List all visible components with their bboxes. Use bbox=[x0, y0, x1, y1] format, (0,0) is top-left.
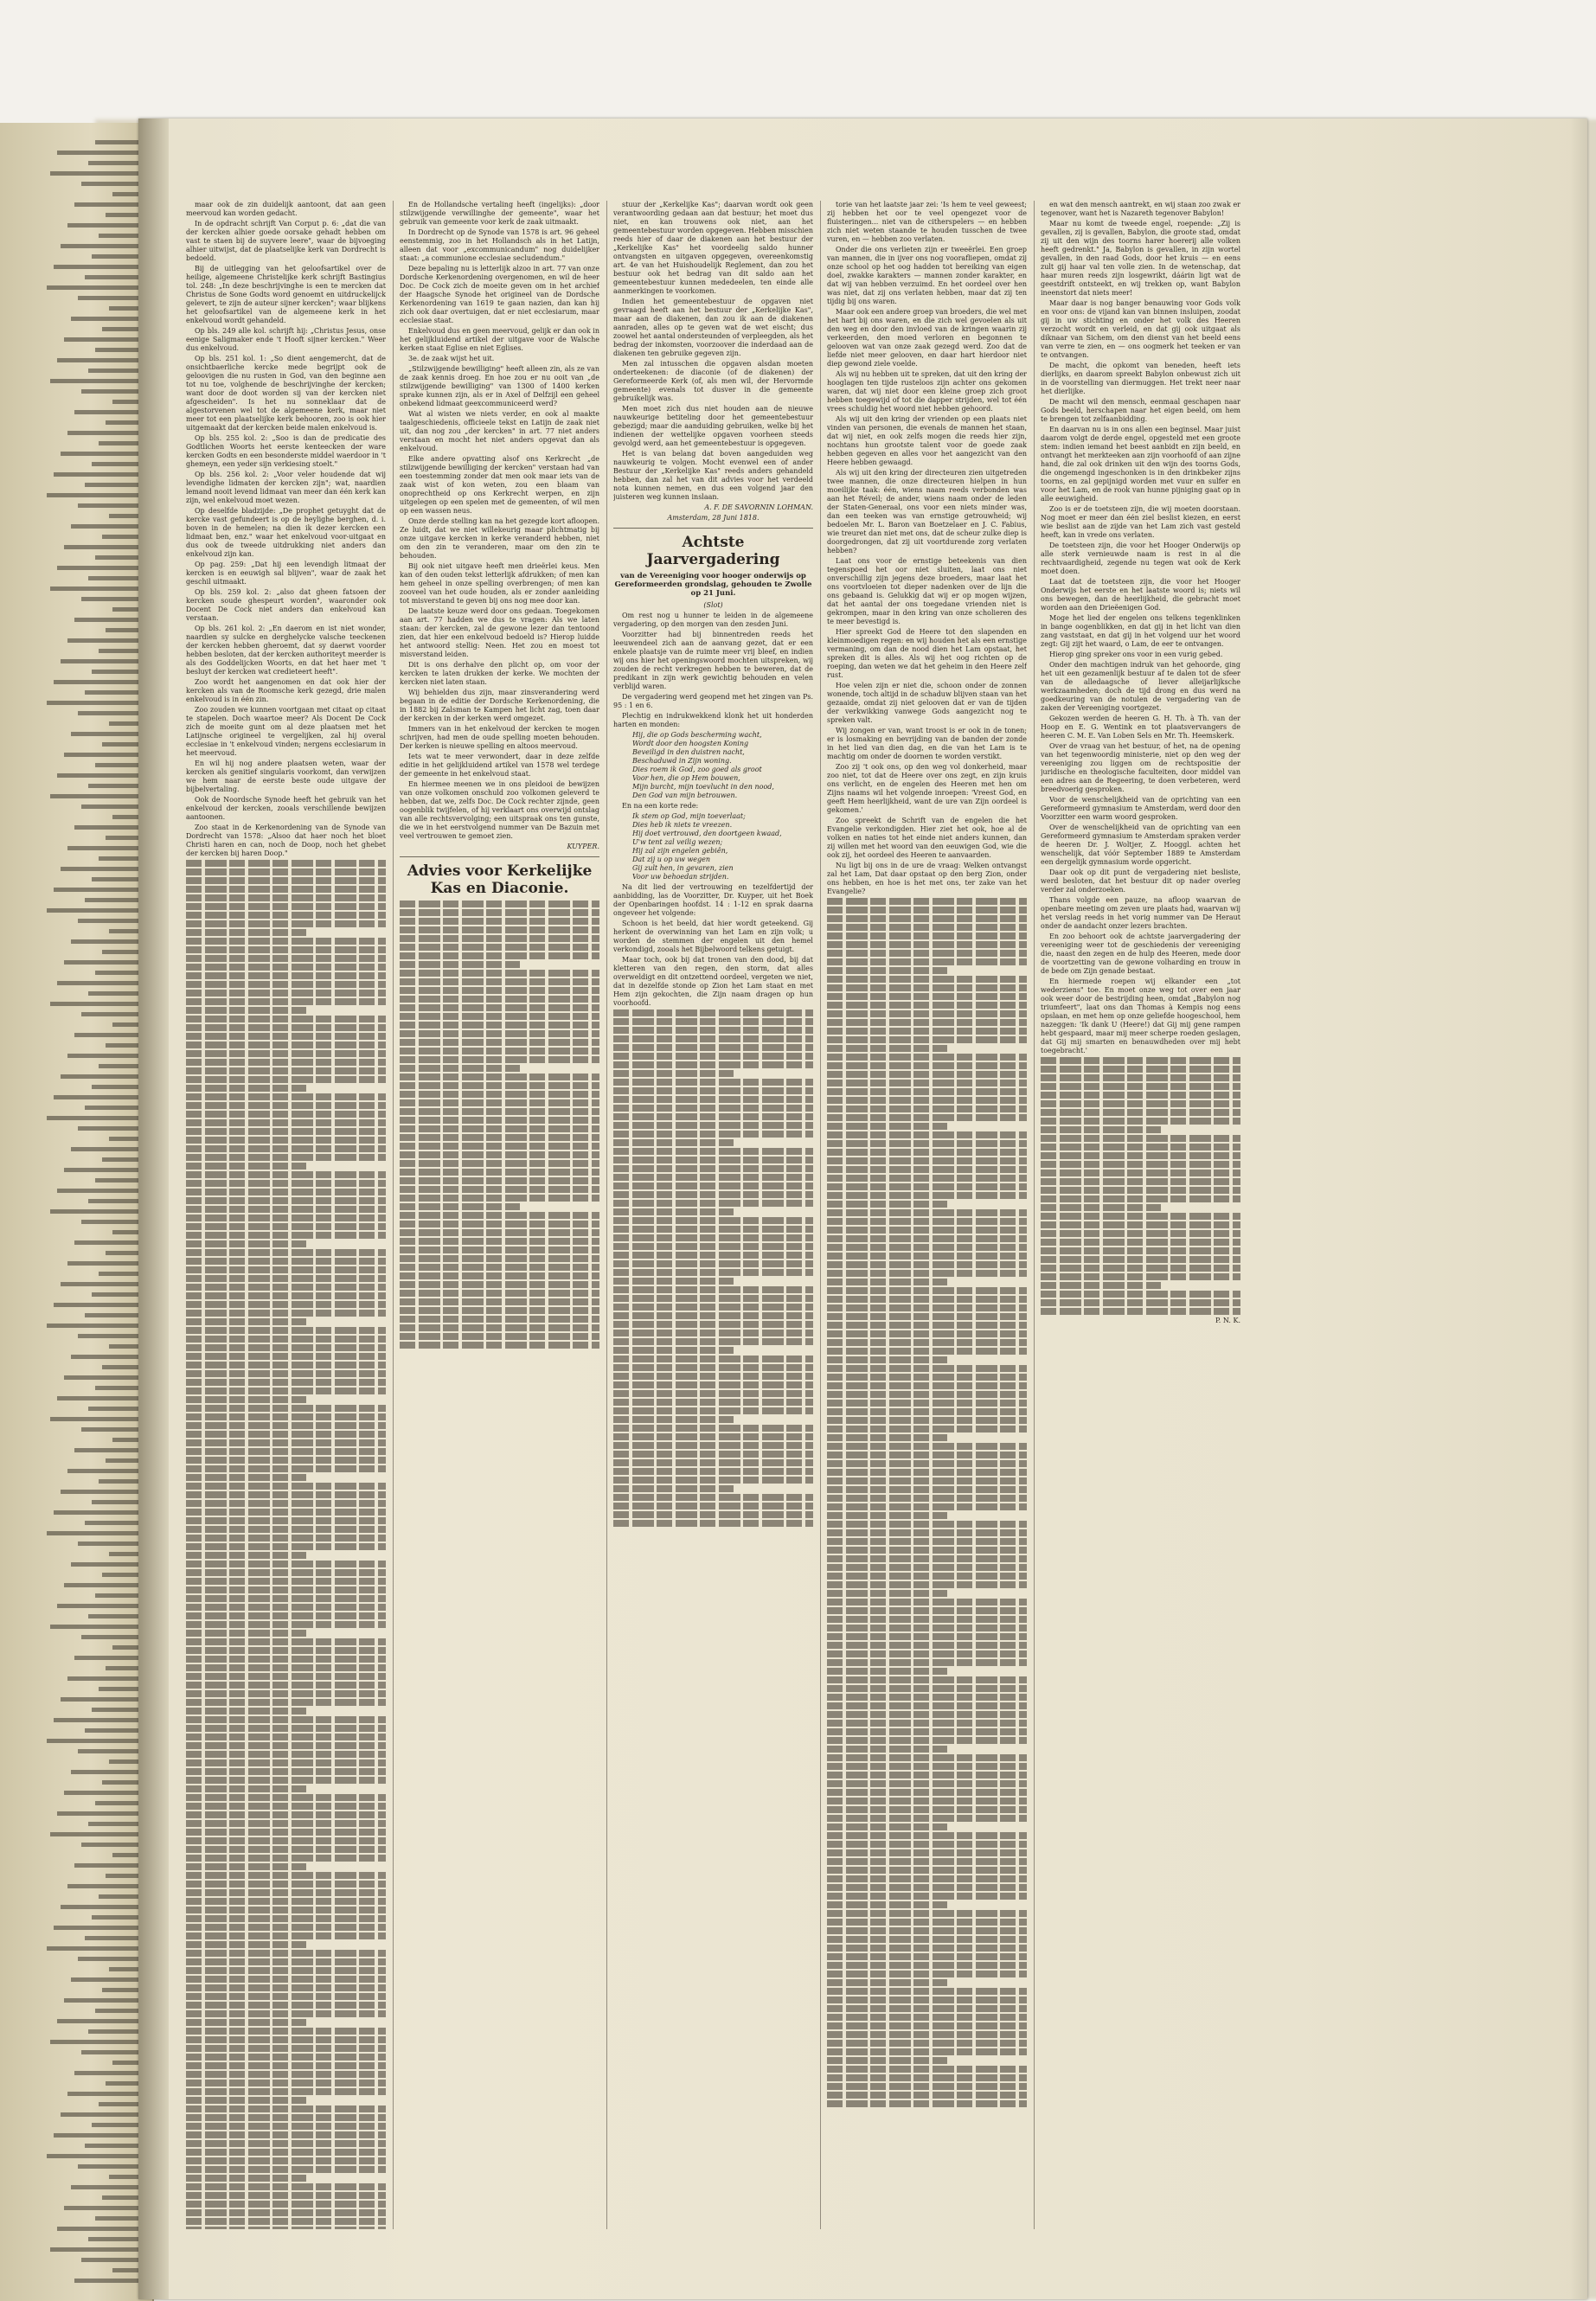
prev-page-text-line bbox=[71, 317, 147, 321]
paragraph: Maar nu komt de tweede engel, roepende: „Zij is gevallen, zij is gevallen, Babylon, die groote stad, omdat zij uit den wijn des toorns harer hoererij alle volken heeft gedrenkt." Ja, Babylon is gevallen, in zijn wortel gevallen, in den raad Gods, door het kruis — en eens zult gij haar val ten volle zien. In de wetenschap, dat haar muren reeds zijn losgewrikt, dáárin ligt wat de geestdrift ontsteekt, en wij trekken op, want Babylon ineenstort dat niets meer! bbox=[1041, 220, 1240, 297]
prev-page-text-line bbox=[74, 2071, 147, 2075]
column-rule bbox=[1034, 201, 1035, 2229]
hymn-verse bbox=[632, 812, 813, 881]
paragraph: Hoe velen zijn er niet die, schoon onder de zonnen wonende, toch altijd in de schaduw blijven staan van het gezaaide, omdat zij niet gelooven dat er van de tijden der verkwikking vanwege Gods aangezicht nog te spreken valt. bbox=[827, 682, 1027, 724]
paragraph: Onder den machtigen indruk van het gehoorde, ging het uit een gezamenlijk bestuur af te dalen tot de sfeer van de alledaagsche of liever alleijarlijksche werkzaamheden; doch de tijd drong en dus werd na goedkeuring van de notulen de vergadering van de zaken der Vereeniging voortgezet. bbox=[1041, 661, 1240, 712]
prev-page-text-line bbox=[74, 1656, 147, 1660]
paragraph: Hier spreekt God de Heere tot den slapenden en kleinmoedigen regen: en wij houden het als een ernstige vermaning, om dan de nood dien het Lam opstaat, het spreken dit is alles. Als wij het oog richten op de roeping, dan weten we dat het geheim in den Heere zelf rust. bbox=[827, 628, 1027, 679]
paragraph: Op bls. 249 alle kol. schrijft hij: „Christus Jesus, onse eenige Saligmaker ende 't Hooft sijner kercken." Weer dus enkelvoud. bbox=[186, 327, 386, 352]
prev-page-text-line bbox=[81, 182, 147, 186]
prev-page-text-line bbox=[81, 1427, 147, 1432]
prev-page-text-line bbox=[71, 2185, 147, 2189]
prev-page-text-line bbox=[67, 1884, 147, 1888]
verse-line: Hij zal zijn engelen gebiên, bbox=[632, 847, 728, 855]
paragraph: Als wij uit den kring der directeuren zien uitgetreden twee mannen, die onze directeuren hielpen in hun moeilijke taak: één, wiens naam reeds verbonden was aan het Réveil; de ander, wiens naam onder de leden der Staten-Generaal, ons voor een niets minder was, dan een teeken was van ernstige getrouwheid; wij bedoelen Mr. L. Baron van Boetzelaer en J. C. Fabius, wie treuret dan niet met ons, dat de scheur zulke diep is doorgedrongen, dat zij uit voortdurende zorg verlaten hebben? bbox=[827, 469, 1027, 554]
paragraph: Ook de Noordsche Synode heeft het gebruik van het enkelvoud der kercken, zooals verschillende bewijzen aantoonen. bbox=[186, 796, 386, 821]
prev-page-text-line bbox=[47, 701, 147, 705]
prev-page-text-line bbox=[71, 524, 147, 529]
paragraph: Voorzitter had bij binnentreden reeds het leeuwendeel zich aan de aanvang gezet, dat er een enkele plaatsje van de ruimte meer vrij bleef, en indien wij ons hier het openingswoord mochten uitspreken, wij zouden de recht verkregen hebben te beweren, dat de predikant in zijn werk gewichtig behouden en velen verblijd waren. bbox=[613, 631, 813, 690]
prev-page-text-line bbox=[64, 960, 147, 965]
paragraph: Op bls. 259 kol. 2: „also dat gheen fatsoen der kercken soude ghespeurt worden", waaronder ook Docent De Cock niet anders dan enkelvoud kan verstaan. bbox=[186, 588, 386, 622]
slot-label: (Slot) bbox=[703, 601, 723, 609]
kas-article-continued bbox=[613, 201, 813, 502]
kerkenorde-article bbox=[400, 201, 599, 841]
prev-page-text-line bbox=[78, 711, 147, 715]
previous-page-edge bbox=[0, 123, 154, 2301]
paragraph: en wat den mensch aantrekt, en wij staan zoo zwak er tegenover, want het is Nazareth tegenover Babylon! bbox=[1041, 201, 1240, 217]
prev-page-text-line bbox=[81, 2050, 147, 2054]
paragraph: Op deselfde bladzijde: „De prophet getuyght dat de kercke vast gefundeert is op de heylighe berghen, d. i. boven in de hemelen; na dien ik dezer kercken een lidmaat ben, enz." waar het enkelvoud voor-uitgaat en dus ook de tweede uitdrukking niet anders dan enkelvoud zijn kan. bbox=[186, 507, 386, 558]
paragraph: En de Hollandsche vertaling heeft (ingelijks): „door stilzwijgende verwillinghe der gemeente", waar het gebruik van gemeente voor kerk de zaak uitmaakt. bbox=[400, 201, 599, 226]
prev-page-text-line bbox=[54, 1718, 147, 1722]
paragraph: Deze bepaling nu is letterlijk alzoo in art. 77 van onze Dordsche Kerkenordening overgenomen, en wil de heer Doc. De Cock zich de moeite geven om in het archief der Haagsche Synode het origineel van de Dordsche Kerkenordening van 1619 te gaan nazien, dan kan hij zich ook daar overtuigen, dat er niet ecclesiarum, maar ecclesiae staat. bbox=[400, 265, 599, 324]
prev-page-text-line bbox=[54, 472, 147, 477]
kuyper-signature: KUYPER. bbox=[567, 843, 599, 850]
verse-line: Hij doet vertrouwd, den doortgeen kwaad, bbox=[632, 830, 782, 837]
closing-signature: P. N. K. bbox=[1215, 1317, 1240, 1324]
paragraph: torie van het laatste jaar zei: 'Is hem te veel geweest; zij hebben het oor te veel opengezet voor de fluisteringen... niet van de citherspelers — en hebben zich niet weten staande te houden tusschen de twee vuren, en — hebben zoo verlaten. bbox=[827, 201, 1027, 243]
page-edge-shade bbox=[1570, 119, 1587, 2299]
prev-page-text-line bbox=[67, 638, 147, 643]
prev-page-text-line bbox=[67, 431, 147, 435]
paragraph: Na dit lied der vertrouwing en tezelfdertijd der aanbidding, las de Voorzitter, Dr. Kuyper, uit het Boek der Openbaringen hoofdst. 14 : 1-12 en sprak daarna ongeveer het volgende: bbox=[613, 883, 813, 917]
prev-page-text-line bbox=[64, 1375, 147, 1380]
prev-page-text-line bbox=[74, 1033, 147, 1037]
paragraph: Over de vraag van het bestuur, of het, na de opening van het tegenwoordig ministerie, niet op den weg der vereeniging zou liggen om de rechtspositie der juridische en theologische faculteiten, door middel van een adres aan de Regeering, te doen verbeteren, werd breedvoerig gesproken. bbox=[1041, 742, 1240, 793]
paragraph: Wij behielden dus zijn, maar zinsverandering werd begaan in de editie der Dordsche Kerkenordening, die in 1882 bij Zalsman te Kampen het licht zag, toen daar der kercken in der kerken werd omgezet. bbox=[400, 689, 599, 722]
verse-line: Hij, die op Gods bescherming wacht, bbox=[632, 731, 762, 739]
prev-page-text-line bbox=[57, 1604, 147, 1608]
prev-page-text-line bbox=[67, 1261, 147, 1266]
paragraph: Elke andere opvatting alsof ons Kerkrecht „de stilzwijgende bewilliging der kercken" verstaan had van een toestemming zonder dat men ook maar iets van de zaak wist of kon weten, zou een blaam van onoprechtheid op ons Kerkrecht werpen, en zijn uitgelegen op een spelen met de gemeenten, of wil men op een wassen neus. bbox=[400, 455, 599, 515]
prev-page-text-line bbox=[67, 846, 147, 850]
prev-page-text-line bbox=[67, 1054, 147, 1058]
prev-page-text-line bbox=[78, 1541, 147, 1546]
hymn-verse bbox=[632, 731, 813, 800]
prev-page-text-line bbox=[50, 2040, 147, 2044]
prev-page-text-line bbox=[74, 410, 147, 414]
paragraph: Zoo is er de toetsteen zijn, die wij moeten doorstaan. Nog moet er meer dan één ziel beslist kiezen, en eerst wie beslist aan de zijde van het Lam zich vast gesteld heeft, kan in vrede ons verlaten. bbox=[1041, 505, 1240, 539]
achtste-article bbox=[613, 612, 813, 1527]
prev-page-text-line bbox=[67, 1469, 147, 1473]
prev-page-text-line bbox=[50, 1002, 147, 1006]
prev-page-text-line bbox=[64, 337, 147, 342]
prev-page-text-line bbox=[47, 908, 147, 913]
paragraph: Gekozen werden de heeren G. H. Th. à Th. van der Hoop en E. G. Wentink en tot plaatsvervangers de heeren C. M. E. Van Loben Sels en Mr. Th. Heemskerk. bbox=[1041, 715, 1240, 740]
paragraph: Hierop ging spreker ons voor in een vurig gebed. bbox=[1049, 651, 1223, 658]
prev-page-text-line bbox=[81, 2258, 147, 2262]
paragraph: Enkelvoud dus en geen meervoud, gelijk er dan ook in het gelijkluidend artikel der uitgave voor de Walsche kerken staat Eglise en niet Eglises. bbox=[400, 327, 599, 352]
paragraph: Zoo wordt het aangenomen en dat ook hier der kercken als van de Roomsche kerk gezegd, drie malen enkelvoud is in één zin. bbox=[186, 678, 386, 703]
paragraph: „Stilzwijgende bewilliging" heeft alleen zin, als ze van de zaak kennis droeg. En hoe zou er nu ooit van „de stilzwijgende bewilliging" van 1300 of 1400 kerken sprake kunnen zijn, als er in Axel of Delfzijl een geheel onbekend lidmaat geexcommuniceerd werd? bbox=[400, 365, 599, 407]
prev-page-text-line bbox=[47, 493, 147, 497]
kas-signature-date: Amsterdam, 28 Juni 1818. bbox=[667, 514, 760, 522]
paragraph: Maar daar is nog banger benauwing voor Gods volk en voor ons: de vijand kan van binnen insluipen, zoodat gij in uw stichting en onder het volk des Heeren verzocht wordt en verleid, en dat gij ook uitgaat als diknaar van Sichem, om den dienst van het beeld eens van verre te zien, en — ons oogmerk het teeken er van te ontvangen. bbox=[1041, 299, 1240, 359]
kas-signature-name: A. F. DE SAVORNIN LOHMAN. bbox=[704, 503, 813, 511]
paragraph: Voor de wenschelijkheid van de oprichting van een Gereformeerd gymnasium te Amsterdam, werd door den Voorzitter een warm woord gesproken. bbox=[1041, 796, 1240, 821]
paragraph: Op pag. 259: „Dat hij een levendigh litmaat der kercken is en eeuwigh sal blijven", waar de zaak het geschil uitmaakt. bbox=[186, 561, 386, 586]
advies-title: Advies voor Kerkelijke Kas en Diaconie. bbox=[407, 862, 593, 897]
prev-page-text-line bbox=[50, 586, 147, 591]
prev-page-text-line bbox=[64, 545, 147, 549]
verse-line: Dat zij u op uw wegen bbox=[632, 856, 711, 863]
paragraph: Men moet zich dus niet houden aan de nieuwe nauwkeurige betiteling door het gemeentebestuur gebezigd; maar die aanduiding gebruiken, welke bij het indienen der wettelijke opgaven voorheen steeds gevolgd werd, aan het gemeentebestuur is opgegeven. bbox=[613, 405, 813, 447]
paragraph: Als wij nu hebben uit te spreken, dat uit den kring der hooglagen ten tijde rusteloos zijn achter ons gekomen waren, dat wij niet door een kleine groep zich groot hebben toegewijd of tot die dapper strijden, wel tot één vrees schuldig het woord niet hebben gehoord. bbox=[827, 370, 1027, 413]
verse-line: Den God van mijn betrouwen. bbox=[632, 792, 738, 799]
verse-line: Voor uw behoedan strijden. bbox=[632, 873, 729, 881]
prev-page-text-line bbox=[47, 1946, 147, 1951]
paragraph: En zoo behoort ook de achtste jaarvergadering der vereeniging weer tot de geschiedenis der vereeniging die, naast den zegen en de hulp des Heeren, mede door de voortzetting van de gewone volharding en trouw in de bede om Zijn genade bestaat. bbox=[1041, 933, 1240, 975]
paragraph: De macht, die opkomt van beneden, heeft iets dierlijks, en daarom spreekt Babylon onbewust zich uit in de voorstelling van diermuggen. Het trekt neer naar het dierlijke. bbox=[1041, 362, 1240, 395]
column-rule bbox=[820, 201, 821, 2229]
prev-page-text-line bbox=[67, 223, 147, 228]
prev-page-text-line bbox=[54, 265, 147, 269]
column-2 bbox=[400, 201, 599, 2229]
prev-page-text-line bbox=[47, 1116, 147, 1120]
prev-page-text-line bbox=[50, 1209, 147, 1214]
prev-page-text-line bbox=[81, 1635, 147, 1639]
paragraph: stuur der „Kerkelijke Kas"; daarvan wordt ook geen verantwoording gedaan aan dat bestuur; het moet dus niet, en kan trouwens ook niet, aan het gemeentebestuur worden opgegeven. Hebben misschien reeds hier of daar de diakenen aan het bestuur der „Kerkelijke Kas" het voordeelig saldo hunner ontvangsten en uitgaven opgegeven, overeenkomstig art. 4e van het Huishoudelijk Reglement, dan zou het bestuur ook het bedrag van dit saldo aan het gemeentebestuur kunnen mededeelen, ten einde alle aanmerkingen te voorkomen. bbox=[613, 201, 813, 295]
paragraph: Maar toch, ook bij dat tronen van den dood, bij dat kletteren van den regen, den storm, dat alles overweldigt en dit ontzettend oordeel, vergeten we niet, dat in dezelfde stonde op Zion het Lam staat en met Hem zijn gekochten, die Zijn naam dragen op hun voorhoofd. bbox=[613, 956, 813, 1007]
verse-line: Mijn burcht, mijn toevlucht in den nood, bbox=[632, 783, 774, 791]
prev-page-text-line bbox=[81, 804, 147, 809]
prev-page-text-line bbox=[50, 1832, 147, 1836]
verse-line: Beschaduwd in Zijn woning. bbox=[632, 757, 732, 765]
prev-page-text-line bbox=[57, 981, 147, 985]
paragraph: Onder die ons verlieten zijn er tweeërlei. Een groep van mannen, die in ijver ons nog voorafliepen, omdat zij onze school op het oog hadden tot bereiking van eigen doel, zwakke karakters — mannen zonder karakter, en dat wij van hebben verzuimd. En het oordeel over hen was niet, dat zij ons verlaten hebben, maar dat zij ten tijdig bij ons waren. bbox=[827, 246, 1027, 305]
prev-page-text-line bbox=[47, 2154, 147, 2158]
paragraph: Als wij uit den kring der vrienden op een plaats niet vinden van personen, die evenals de mannen het staan, dat wij niet, en ook zelfs mogen die reeds hier zijn, nochtans hun grootste talent voor de goede zaak hebben gegeven en alles voor het aangezicht van den Heere hebben gewaagd. bbox=[827, 415, 1027, 466]
paragraph: Nu ligt bij ons in de ure de vraag: Welken ontvangst zal het Lam, Dat daar opstaat op den berg Zion, onder ons hebben, en hoe is het met ons, ter zake van het Evangelie? bbox=[827, 862, 1027, 895]
newspaper-page bbox=[138, 119, 1587, 2299]
prev-page-text-line bbox=[57, 773, 147, 778]
paragraph: Laat dat de toetsteen zijn, die voor het Hooger Onderwijs het eerste en het laatste woord is; niets wil ons bewegen, dan de heerlijkheid, die gebracht moet worden aan den Drieëenigen God. bbox=[1041, 578, 1240, 612]
verse-line: Voor hen, die op Hem bouwen, bbox=[632, 774, 740, 782]
paragraph: En na een korte rede: bbox=[622, 802, 699, 810]
paragraph: Het is van belang dat boven aangeduiden weg nauwkeurig te volgen. Mocht evenwel een of ander Bestuur der „Kerkelijke Kas" reeds anders gehandeld hebben, dan zal het van dit advies voor het verdeeld nota kunnen nemen, en dus een volgend jaar den juisteren weg kunnen inslaan. bbox=[613, 450, 813, 501]
paragraph: De vergadering werd geopend met het zingen van Ps. 95 : 1 en 6. bbox=[613, 693, 813, 709]
prev-page-text-line bbox=[47, 1531, 147, 1535]
verse-line: Ik stem op God, mijn toeverlaat; bbox=[632, 812, 746, 820]
paragraph: Indien het gemeentebestuur de opgaven niet gevraagd heeft aan het bestuur der „Kerkelijke Kas", maar aan de diakenen, dan zou ik aan de diakenen aanraden, alles op te geven wat de wet eischt; dus zoowel het aantal ondersteunden of verpleegden, als het bedrag der inkomsten, voorzoover die inderdaad aan de diakenen ten gebruike gegeven zijn. bbox=[613, 298, 813, 357]
prev-page-text-line bbox=[54, 1095, 147, 1099]
page-spine bbox=[138, 119, 169, 2299]
paragraph: Men zal intusschen die opgaven alsdan moeten onderteekenen: de diaconie (of de diakenen) der Gereformeerde Kerk (of, als men wil, der Hervormde gemeente) evenals tot dusver in die gemeente gebruikelijk was. bbox=[613, 360, 813, 402]
prev-page-text-line bbox=[61, 867, 147, 871]
paragraph: Zoo zouden we kunnen voortgaan met citaat op citaat te stapelen. Doch waartoe meer? Als Docent De Cock zich de moeite gunt om al deze plaatsen met het Latijnsche origineel te vergelijken, zal hij overal ecclesiae in 't enkelvoud vinden; nergens ecclesiarum in het meervoud. bbox=[186, 706, 386, 757]
prev-page-text-line bbox=[50, 1625, 147, 1629]
paragraph: Wij zongen er van, want troost is er ook in de tonen; er is losmaking en bevrijding van de banden der zonde in het lied van dien dag, en die van het Lam is te machtig om onder de doornen te worden verstikt. bbox=[827, 727, 1027, 760]
prev-page-text-line bbox=[74, 1240, 147, 1245]
paragraph: Zoo spreekt de Schrift van de engelen die het Evangelie verkondigden. Hier ziet het ook, hoe al de volken en naties tot het einde niet anders kunnen, dan zij willen met het woord van den eeuwigen God, wie die ook zij, het oordeel des Heeren te aanvaarden. bbox=[827, 817, 1027, 859]
prev-page-text-line bbox=[67, 1676, 147, 1681]
prev-page-text-line bbox=[64, 753, 147, 757]
prev-page-text-line bbox=[81, 597, 147, 601]
paragraph: Bij ook niet uitgave heeft men drieërlei keus. Men kan of den ouden tekst letterlijk afdrukken; of men kan hem geheel in onze spelling overbrengen; of men kan zooveel van het oude houden, als er zonder aanleiding tot misverstand te geven bij ons nog mee door kan. bbox=[400, 562, 599, 605]
prev-page-text-line bbox=[57, 151, 147, 155]
column-5 bbox=[1041, 201, 1240, 2229]
paragraph: Over de wenschelijkheid van de oprichting van een Gereformeerd gymnasium te Amsterdam spraken verder de heeren Dr. J. Woltjer, Z. Hooggl. achten het wenschelijk, dat vóór September 1889 te Amsterdam een dergelijk gymnasium worde opgericht. bbox=[1041, 824, 1240, 866]
prev-page-text-line bbox=[71, 1562, 147, 1567]
prev-page-text-line bbox=[74, 202, 147, 207]
prev-page-text-line bbox=[71, 939, 147, 944]
prev-page-text-line bbox=[64, 1583, 147, 1587]
paragraph: Om rest nog u hunner te leiden in de algemeene vergadering, op den morgen van den zesden Juni. bbox=[613, 612, 813, 628]
column-rule bbox=[393, 201, 394, 2229]
paragraph: Op bls. 261 kol. 2: „En daerom en ist niet wonder, naardien sy sulcke en derghelycke valsche teeckenen der kercken hebben gheroemt, dat sy daerwt voorder hebben besloten, dat der kercken authoriteyt meerder is als des Goddelijcken Woorts, en dat het haer met 't besluyt der kercken wat credieteert heeft". bbox=[186, 625, 386, 676]
prev-page-text-line bbox=[81, 1843, 147, 1847]
prev-page-text-line bbox=[61, 1697, 147, 1702]
prev-page-text-line bbox=[61, 1074, 147, 1079]
paragraph: De toetsteen zijn, die voor het Hooger Onderwijs op alle sterk vernieuwde naam is rest in al die rechtvaardigheid, zegende nu tegen wat ook de Kerk moet doen. bbox=[1041, 542, 1240, 575]
prev-page-text-line bbox=[54, 1510, 147, 1515]
prev-page-text-line bbox=[61, 1490, 147, 1494]
paragraph: maar ook de zin duidelijk aantoont, dat aan geen meervoud kan worden gedacht. bbox=[186, 201, 386, 217]
paragraph: Daar ook op dit punt de vergadering niet besliste, werd besloten, dat het bestuur dit op nader overleg verder zal onderzoeken. bbox=[1041, 868, 1240, 894]
prev-page-text-line bbox=[50, 1417, 147, 1421]
article-divider bbox=[400, 856, 599, 857]
paragraph: Zoo staat in de Kerkenordening van de Synode van Dordrecht van 1578: „Alsoo dat haer noch het bloet Christi haren en can, noch de Doop, noch het ghebet der kercken bij haren Doop." bbox=[186, 824, 386, 857]
paragraph: Thans volgde een pauze, na afloop waarvan de openbare meeting om zeven ure plaats had, waarvan wij het verslag reeds in het vorig nummer van De Heraut onder de aandacht onzer lezers brachten. bbox=[1041, 896, 1240, 930]
achtste-title: Achtste Jaarvergadering bbox=[646, 534, 780, 568]
paragraph: In de opdracht schrijft Van Corput p. 6: „dat die van der kercken alhier goede oorsake gehadt hebben om vast te staen bij de suyvere leere", waar de bijvoeging alhier uitwijst, dat de plaatselijke kerk van Dordrecht is bedoeld. bbox=[186, 220, 386, 262]
prev-page-text-line bbox=[50, 171, 147, 176]
prev-page-text-line bbox=[54, 2133, 147, 2138]
prev-page-text-line bbox=[61, 452, 147, 456]
prev-page-text-line bbox=[47, 1324, 147, 1328]
paragraph: Iets wat te meer verwondert, daar in deze zelfde editie in het gelijkluidend artikel van 1578 wel terdege der gemeente in het enkelvoud staat. bbox=[400, 753, 599, 778]
prev-page-text-line bbox=[71, 1770, 147, 1774]
verse-line: Gij zult hen, in gevaren, zien bbox=[632, 864, 734, 872]
prev-page-text-line bbox=[54, 1303, 147, 1307]
paragraph: En wil hij nog andere plaatsen weten, waar der kercken als genitief singularis voorkomt, dan verwijzen we hem naar de eerste beste oude uitgave der bijbelvertaling. bbox=[186, 760, 386, 793]
column-1 bbox=[186, 201, 386, 2229]
prev-page-text-line bbox=[78, 503, 147, 508]
prev-page-text-line bbox=[78, 1126, 147, 1131]
prev-page-text-line bbox=[78, 296, 147, 300]
prev-page-text-line bbox=[54, 1926, 147, 1930]
achtste-article-continued bbox=[1041, 201, 1240, 1315]
prev-page-text-line bbox=[64, 1791, 147, 1795]
column-rule bbox=[606, 201, 607, 2229]
prev-page-text-line bbox=[57, 1811, 147, 1816]
prev-page-text-line bbox=[57, 1396, 147, 1400]
paragraph: Zoo zij 't ook ons, op den weg vol donkerheid, maar zoo niet, tot dat de Heere over ons zegt, en zijn kruis ons verlicht, en de engelen des Heeren met hen om Zijns naams wil het volgende inroepen: 'Vreest God, en geeft Hem heerlijkheid, want de ure van Zijn oordeel is gekomen.' bbox=[827, 763, 1027, 814]
paragraph: Maar ook een andere groep van broeders, die wel met het hart bij ons waren, en die zich wel gevoelen als uit den weg en door den invloed van de kringen waarin zij verkeerden, den moed verloren en begonnen te gelooven wat van onze zaak gezegd werd. Zoo dat de liefde niet meer gelooven, en daar hart hierdoor niet diep gewond ziele voelde. bbox=[827, 308, 1027, 368]
prev-page-text-line bbox=[74, 825, 147, 830]
article-divider bbox=[613, 528, 813, 529]
prev-page-text-line bbox=[74, 618, 147, 622]
paragraph: In Dordrecht op de Synode van 1578 is art. 96 geheel eenstemmig, zoo in het Hollandsch als in het Latijn, alleen dat voor „excommunicandum" nog duidelijker staat: „a communione ecclesiae secludendum." bbox=[400, 228, 599, 262]
column-3 bbox=[613, 201, 813, 2229]
paragraph: Op bls. 256 kol. 2: „Voor veler houdende dat wij levendighe lidmaten der kercken zijn"; wat, naardien lemand nooit levend lidmaat van meer dan één kerk kan zijn, wel enkelvoud moet wezen. bbox=[186, 471, 386, 504]
prev-page-text-line bbox=[71, 732, 147, 736]
prev-page-text-line bbox=[78, 2164, 147, 2169]
prev-page-text-line bbox=[61, 1905, 147, 1909]
paragraph: Dit is ons derhalve den plicht op, om voor der kercken te laten drukken der kerke. We mochten der kercken niet laten staan. bbox=[400, 661, 599, 686]
paragraph: En daarvan nu is in ons allen een beginsel. Maar juist daarom volgt de derde engel, opgesteld met een groote stem: indien iemand het beest aanbidt en zijn beeld, en ontvangt het merkteeken aan zijn voorhoofd of aan zijne hand, die zal ook drinken uit den wijn des toorns Gods, die ongemengd ingeschonken is in den drinkbeker zijns toorns, en zal gepijnigd worden met vuur en sulfer en voor het Lam, en de rook van hunne pijniging gaat op in alle eeuwigheid. bbox=[1041, 426, 1240, 503]
paragraph: Onze derde stelling kan na het gezegde kort afloopen. Ze luidt, dat we niet willekeurig maar plichtmatig bij onze uitgave kercken in kerke veranderd hebben, niet om den zin te veranderen, maar om den zin te behouden. bbox=[400, 517, 599, 560]
prev-page-text-line bbox=[81, 389, 147, 394]
prev-page-text-line bbox=[64, 1998, 147, 2003]
prev-page-text-line bbox=[78, 1749, 147, 1753]
prev-page-text-line bbox=[67, 2092, 147, 2096]
prev-page-text-line bbox=[61, 1282, 147, 1286]
prev-page-text-line bbox=[50, 794, 147, 798]
paragraph: Immers van in het enkelvoud der kercken te mogen schrijven, had men de oude spelling moeten behouden. Der kerken is nieuwe spelling en altoos meervoud. bbox=[400, 725, 599, 750]
paragraph: Wat al wisten we niets verder, en ook al maakte taalgeschiedenis, officieele tekst en Latijn de zaak niet uit, dan nog zou „der kercken" in art. 77 niet anders verstaan en mocht het niet anders opgevat dan als enkelvoud. bbox=[400, 410, 599, 452]
prev-page-text-line bbox=[78, 1957, 147, 1961]
verse-line: Dies heb ik niets te vreezen. bbox=[632, 821, 733, 829]
verse-line: U'w tent zal veilig wezen; bbox=[632, 838, 723, 846]
prev-page-text-line bbox=[61, 244, 147, 248]
prev-page-text-line bbox=[71, 1977, 147, 1982]
achtste-subtitle: van de Vereeniging voor hooger onderwijs op Gereformeerden grondslag, gehouden te Zwolle op 21 Juni. bbox=[614, 572, 812, 598]
paragraph: Schoon is het beeld, dat hier wordt geteekend. Gij herkent de overwinning van het Lam en zijn volk; u worden de stemmen der engelen uit den hemel verkondigd, zooals het Bijbelwoord telkens getuigt. bbox=[613, 920, 813, 953]
paragraph: Op bls. 251 kol. 1: „So dient aengemercht, dat de onsichtbaerliche kercke mede begrijpt ook de geloovigen die nu rusten in God, van den beginne aen tot nu toe, volghende de beschrijvinghe der kercken; want door de doot worden sij van der kercken niet afgescheiden". Is het nu sonneklaar dat de algestorvenen wel tot de algemeene kerk, maar niet meer tot een plaatselijke kerk behooren, zoo is ook hier uitgemaakt dat der kercken beide malen enkelvoud is. bbox=[186, 355, 386, 432]
prev-page-text-line bbox=[71, 1147, 147, 1151]
prev-page-text-line bbox=[57, 566, 147, 570]
paragraph: De laatste keuze werd door ons gedaan. Toegekomen aan art. 77 hadden we dus te vragen: Als we laten staan: der kercken, zal de gewone lezer dan tentoond zien, dat hier een enkelvoud bedoeld is? Hierop luidde het antwoord stellig: Neen. Het zou en moest tot misverstand leiden. bbox=[400, 607, 599, 658]
prev-page-text-line bbox=[50, 2247, 147, 2252]
prev-page-text-line bbox=[78, 919, 147, 923]
paragraph: Plechtig en indrukwekkend klonk het uit honderden harten en monden: bbox=[613, 712, 813, 728]
paragraph: En hiermee meenen we in ons pleidooi de bewijzen van onze volkomen onschuld zoo volkomen geleverd te hebben, dat we, zelfs Doc. De Cock rechter zijnde, geen oogenblik twijfelen, of hij verklaart ons overwijd ontslag van alle rechtsvervolging; een uitspraak ons ten gunste, die we in het eerstvolgend nummer van De Bazuin met veel vertrouwen te gemoet zien. bbox=[400, 780, 599, 840]
prev-page-text-line bbox=[64, 1168, 147, 1172]
verse-line: Wordt door den hoogsten Koning bbox=[632, 740, 749, 747]
prev-page-text-line bbox=[61, 2112, 147, 2117]
prev-page-text-line bbox=[71, 1355, 147, 1359]
prev-page-text-line bbox=[57, 2019, 147, 2023]
paragraph: En hiermede roepen wij elkander een „tot wederziens" toe. En moet onze weg tot over een jaar ook weer door de bestrijding heen, omdat „Babylon nog triumfeert", laat ons dan Thomas à Kempis nog eens opslaan, en met hem op onze geliefde hoogeschool, hem nazeggen: 'Ik dank U (Heere!) dat Gij mij gene rampen hebt gespaard, maar mij meer scherpe roeden geslagen, dat Gij mij smarten en benauwdheden over mij hebt toegebracht.' bbox=[1041, 977, 1240, 1054]
paragraph: Laat ons voor de ernstige beteekenis van dien tegenspoed het oor niet sluiten, laat ons niet onverschillig zijn jegens deze broeders, maar laat het ons voortvloeien tot dieper nadenken over de lijn die ons gebaand is. Gelukkig dat wij er op mogen wijzen, dat het aantal der ons toegedane vrienden niet is gekrompen, maar in den kring van onze scholieren des te meer bevestigd is. bbox=[827, 557, 1027, 625]
prev-page-text-line bbox=[81, 1220, 147, 1224]
prev-page-text-line bbox=[81, 1012, 147, 1016]
prev-page-text-line bbox=[47, 1739, 147, 1743]
prev-page-text-line bbox=[74, 2279, 147, 2283]
prev-page-text-line bbox=[54, 680, 147, 684]
paragraph: 3e. de zaak wijst het uit. bbox=[408, 355, 495, 362]
paragraph: Moge het lied der engelen ons telkens tegenklinken in bange oogenblikken, en dat gij in het licht van dien zang vaststaat, en dat gij in het volgend uur het woord zegt: Gij zijt het waard, o Lam, de eer te ontvangen. bbox=[1041, 614, 1240, 648]
prev-page-text-line bbox=[47, 285, 147, 290]
prev-page-text-line bbox=[54, 888, 147, 892]
paragraph: De macht wil den mensch, eenmaal geschapen naar Gods beeld, herschapen naar het eigen beeld, om hem te brengen tot zelfaanbidding. bbox=[1041, 398, 1240, 423]
prev-page-text-line bbox=[61, 659, 147, 663]
prev-page-text-line bbox=[78, 1334, 147, 1338]
prev-page-text-line bbox=[57, 2227, 147, 2231]
prev-page-text-line bbox=[64, 2206, 147, 2210]
column-4 bbox=[827, 201, 1027, 2229]
prev-page-text-line bbox=[57, 358, 147, 362]
paragraph: Bij de uitlegging van het geloofsartikel over de heilige, algemeene Christelijke kerk schrijft Bastingius tol. 248: „In deze beschrijvinghe is een te mercken dat Christus de Sone Godts word genoemt en uitdruckelijck gelevert, te zijn de auteur sijner kercken"; waar blijkens het geloofsartikel van de algemeene kerk in het enkelvoud wordt gehandeld. bbox=[186, 265, 386, 324]
prev-page-text-line bbox=[50, 379, 147, 383]
verse-line: Beveiligd in den duistren nacht, bbox=[632, 748, 745, 756]
paragraph: Op bls. 255 kol. 2: „Soo is dan de predicatie des Godtlichen Woorts het eerste kenteecken der ware kercken Godts en een besonderste middel waerdoor in 't ghemeyn, een yeder sijn verkiesing stoelt." bbox=[186, 434, 386, 468]
prev-page-text-line bbox=[57, 1189, 147, 1193]
prev-page-text-line bbox=[74, 1863, 147, 1868]
verse-line: Dies roem ik God, zoo goed als groot bbox=[632, 766, 762, 773]
prev-page-text-line bbox=[74, 1448, 147, 1452]
